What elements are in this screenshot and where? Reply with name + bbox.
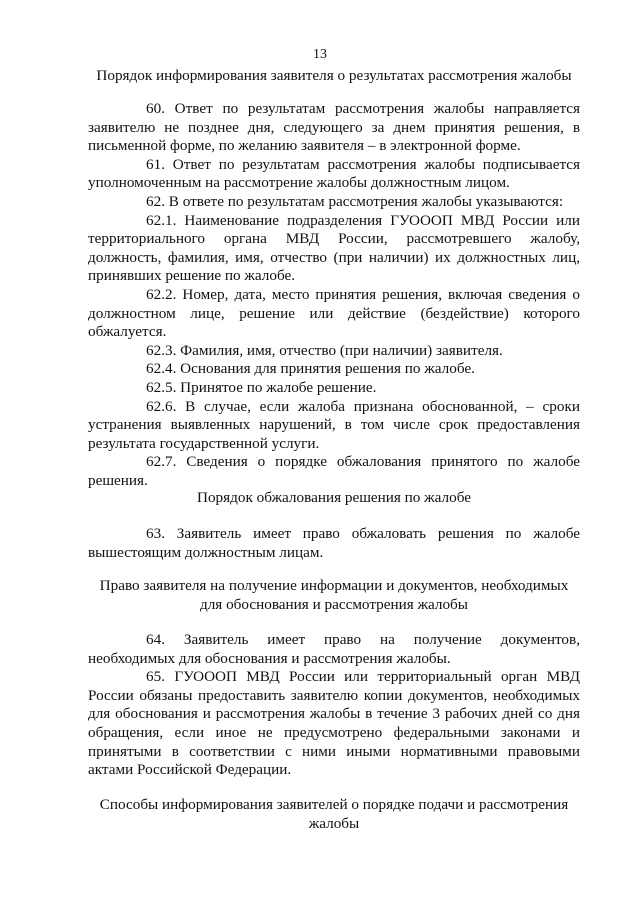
section-right-to-information <box>88 577 580 614</box>
page-number: 13 <box>313 47 327 62</box>
paragraph-62-6: 62.6. В случае, если жалоба признана обоснованной, – сроки устранения выявленных нарушений, в том числе срок предоставления результата государственной услуги. <box>88 397 580 452</box>
paragraph-62-4: 62.4. Основания для принятия решения по жалобе. <box>146 360 475 378</box>
section-appeal-decision <box>88 489 580 508</box>
section-informing-results <box>88 67 580 86</box>
section-heading: Право заявителя на получение информации и документов, необходимых для обоснования и рассмотрения жалобы <box>99 577 569 613</box>
paragraph-62-1: 62.1. Наименование подразделения ГУОООП МВД России или территориального органа МВД России, рассмотревшего жалобу, должность, фамилия, имя, отчество (при наличии) их должностных лиц, принявших решение по жалобе. <box>88 211 580 285</box>
paragraph-60: 60. Ответ по результатам рассмотрения жалобы направляется заявителю не позднее дня, следующего за днем принятия решения, в письменной форме, по желанию заявителя – в электронной форме. <box>88 100 580 155</box>
paragraph-64: 64. Заявитель имеет право на получение документов, необходимых для обоснования и рассмотрения жалобы. <box>88 631 580 667</box>
section-heading: Порядок информирования заявителя о результатах рассмотрения жалобы <box>96 67 572 84</box>
section-right-to-information-body <box>88 631 580 780</box>
section-informing-results-body <box>88 100 580 490</box>
paragraph-65: 65. ГУОООП МВД России или территориальный орган МВД России обязаны предоставить заявителю копии документов, необходимых для обоснования и рассмотрения жалобы в течение 3 рабочих дней со дня обращения, если иное не предусмотрено федеральными законами и принятыми в соответствии с ними иными нормативными правовыми актами Российской Федерации. <box>88 668 580 779</box>
paragraph-62-7: 62.7. Сведения о порядке обжалования принятого по жалобе решения. <box>88 453 580 489</box>
section-heading: Порядок обжалования решения по жалобе <box>196 489 471 506</box>
section-appeal-decision-body <box>88 525 580 562</box>
section-informing-methods <box>88 796 580 833</box>
paragraph-62-3: 62.3. Фамилия, имя, отчество (при наличии) заявителя. <box>146 341 503 359</box>
paragraph-62-2: 62.2. Номер, дата, место принятия решения, включая сведения о должностном лице, решение или действие (бездействие) которого обжалуется. <box>88 285 580 341</box>
paragraph-63: 63. Заявитель имеет право обжаловать решения по жалобе вышестоящим должностным лицам. <box>88 525 580 561</box>
paragraph-62-5: 62.5. Принятое по жалобе решение. <box>146 378 377 396</box>
section-heading: Способы информирования заявителей о порядке подачи и рассмотрения жалобы <box>99 796 569 832</box>
paragraph-61: 61. Ответ по результатам рассмотрения жалобы подписывается уполномоченным на рассмотрение жалобы должностным лицом. <box>88 155 580 192</box>
paragraph-62: 62. В ответе по результатам рассмотрения жалобы указываются: <box>146 192 564 210</box>
